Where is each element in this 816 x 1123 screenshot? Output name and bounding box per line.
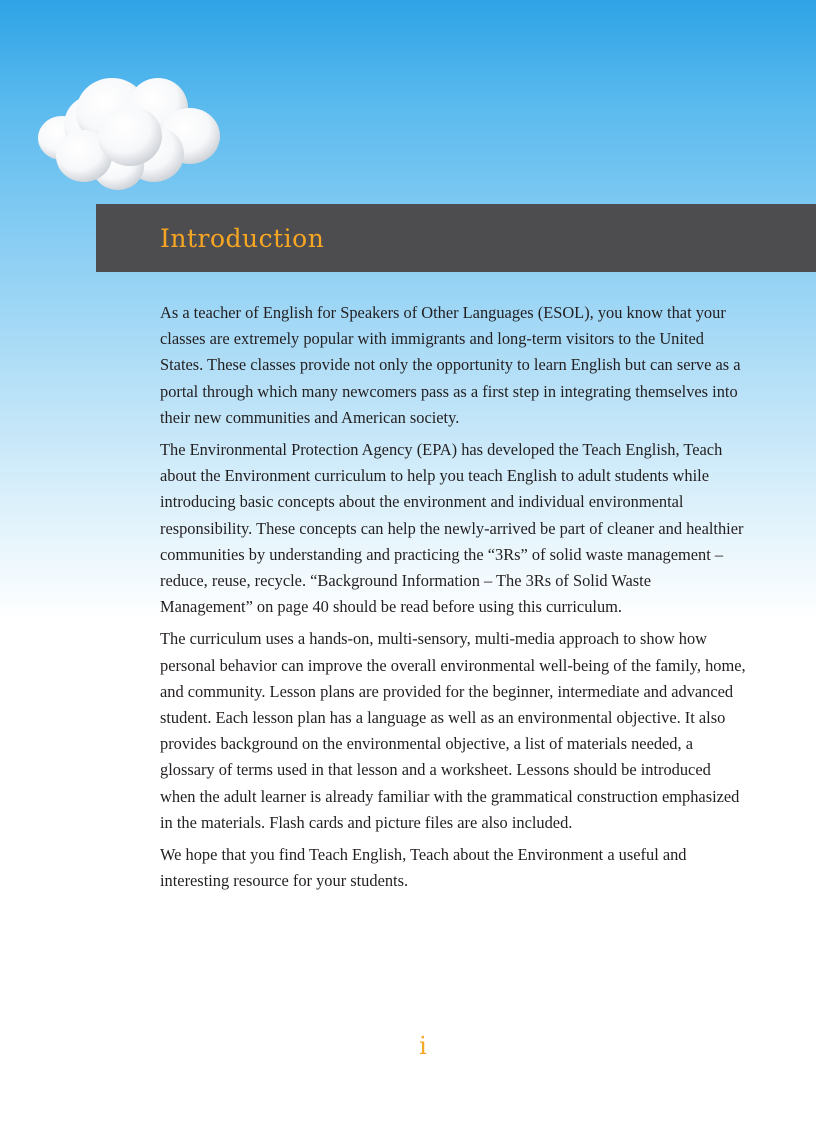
page-number: i — [419, 1032, 427, 1060]
body-text — [160, 300, 746, 900]
paragraph: The curriculum uses a hands-on, multi-sensory, multi-media approach to show how personal behavior can improve the overall environmental well-being of the family, home, and community. Lesson plans are provided for the beginner, intermediate and advanced student. Each lesson plan has a language as well as an environmental objective. It also provides background on the environmental objective, a list of materials needed, a glossary of terms used in that lesson and a worksheet. Lessons should be introduced when the adult learner is already familiar with the grammatical construction emphasized in the materials. Flash cards and picture files are also included. — [160, 629, 746, 832]
cloud-illustration — [30, 70, 230, 200]
paragraph: As a teacher of English for Speakers of Other Languages (ESOL), you know that your classes are extremely popular with immigrants and long-term visitors to the United States. These classes provide not only the opportunity to learn English but can serve as a portal through which many newcomers pass as a first step in integrating themselves into their new communities and American society. — [160, 303, 741, 427]
paragraph: The Environmental Protection Agency (EPA) has developed the Teach English, Teach about the Environment curriculum to help you teach English to adult students while introducing basic concepts about the environment and individual environmental responsibility. These concepts can help the newly-arrived be part of cleaner and healthier communities by understanding and practicing the “3Rs” of solid waste management – reduce, reuse, recycle. “Background Information – The 3Rs of Solid Waste Management” on page 40 should be read before using this curriculum. — [160, 440, 744, 617]
title-banner — [96, 204, 816, 272]
page-title: Introduction — [160, 224, 325, 253]
paragraph: We hope that you find Teach English, Teach about the Environment a useful and interesting resource for your students. — [160, 845, 687, 891]
